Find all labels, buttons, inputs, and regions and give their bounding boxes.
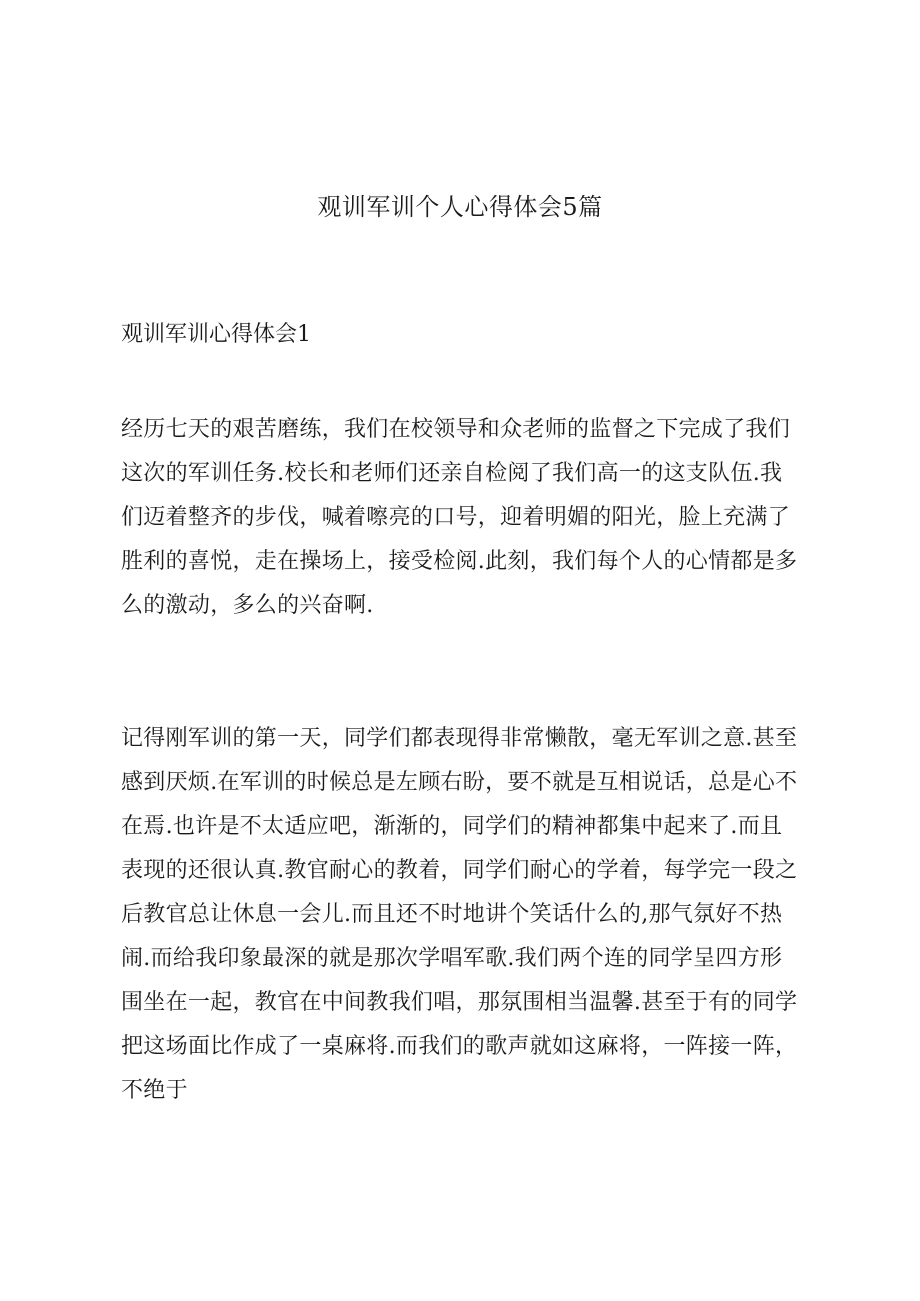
paragraph-line: 把这场面比作成了一桌麻将.而我们的歌声就如这麻将，一阵接一阵，: [121, 1034, 798, 1059]
paragraph-line: 在焉.也许是不太适应吧，渐渐的，同学们的精神都集中起来了.而且: [121, 814, 783, 839]
paragraph-line: 不绝于: [121, 1078, 188, 1103]
paragraph-line: 闹.而给我印象最深的就是那次学唱军歌.我们两个连的同学呈四方形: [121, 946, 783, 971]
paragraph-line: 表现的还很认真.教官耐心的教着，同学们耐心的学着，每学完一段之: [121, 858, 798, 883]
paragraph-1: [121, 408, 821, 628]
paragraph-line: 后教官总让休息一会儿.而且还不时地讲个笑话什么的,那气氛好不热: [121, 902, 783, 927]
paragraph-line: 感到厌烦.在军训的时候总是左顾右盼，要不就是互相说话，总是心不: [121, 770, 798, 795]
paragraph-line: 么的激动，多么的兴奋啊.: [121, 593, 374, 618]
paragraph-2: [121, 717, 821, 1113]
section-heading: 观训军训心得体会1: [121, 322, 311, 347]
paragraph-line: 胜利的喜悦，走在操场上，接受检阅.此刻，我们每个人的心情都是多: [121, 549, 798, 574]
paragraph-line: 这次的军训任务.校长和老师们还亲自检阅了我们高一的这支队伍.我: [121, 461, 783, 486]
paragraph-line: 记得刚军训的第一天，同学们都表现得非常懒散，毫无军训之意.甚至: [121, 726, 798, 751]
paragraph-line: 经历七天的艰苦磨练，我们在校领导和众老师的监督之下完成了我们: [121, 417, 791, 442]
paragraph-line: 围坐在一起，教官在中间教我们唱，那氛围相当温馨.甚至于有的同学: [121, 990, 798, 1015]
paragraph-line: 们迈着整齐的步伐，喊着嚓亮的口号，迎着明媚的阳光，脸上充满了: [121, 505, 791, 530]
document-title: 观训军训个人心得体会5篇: [317, 193, 603, 221]
